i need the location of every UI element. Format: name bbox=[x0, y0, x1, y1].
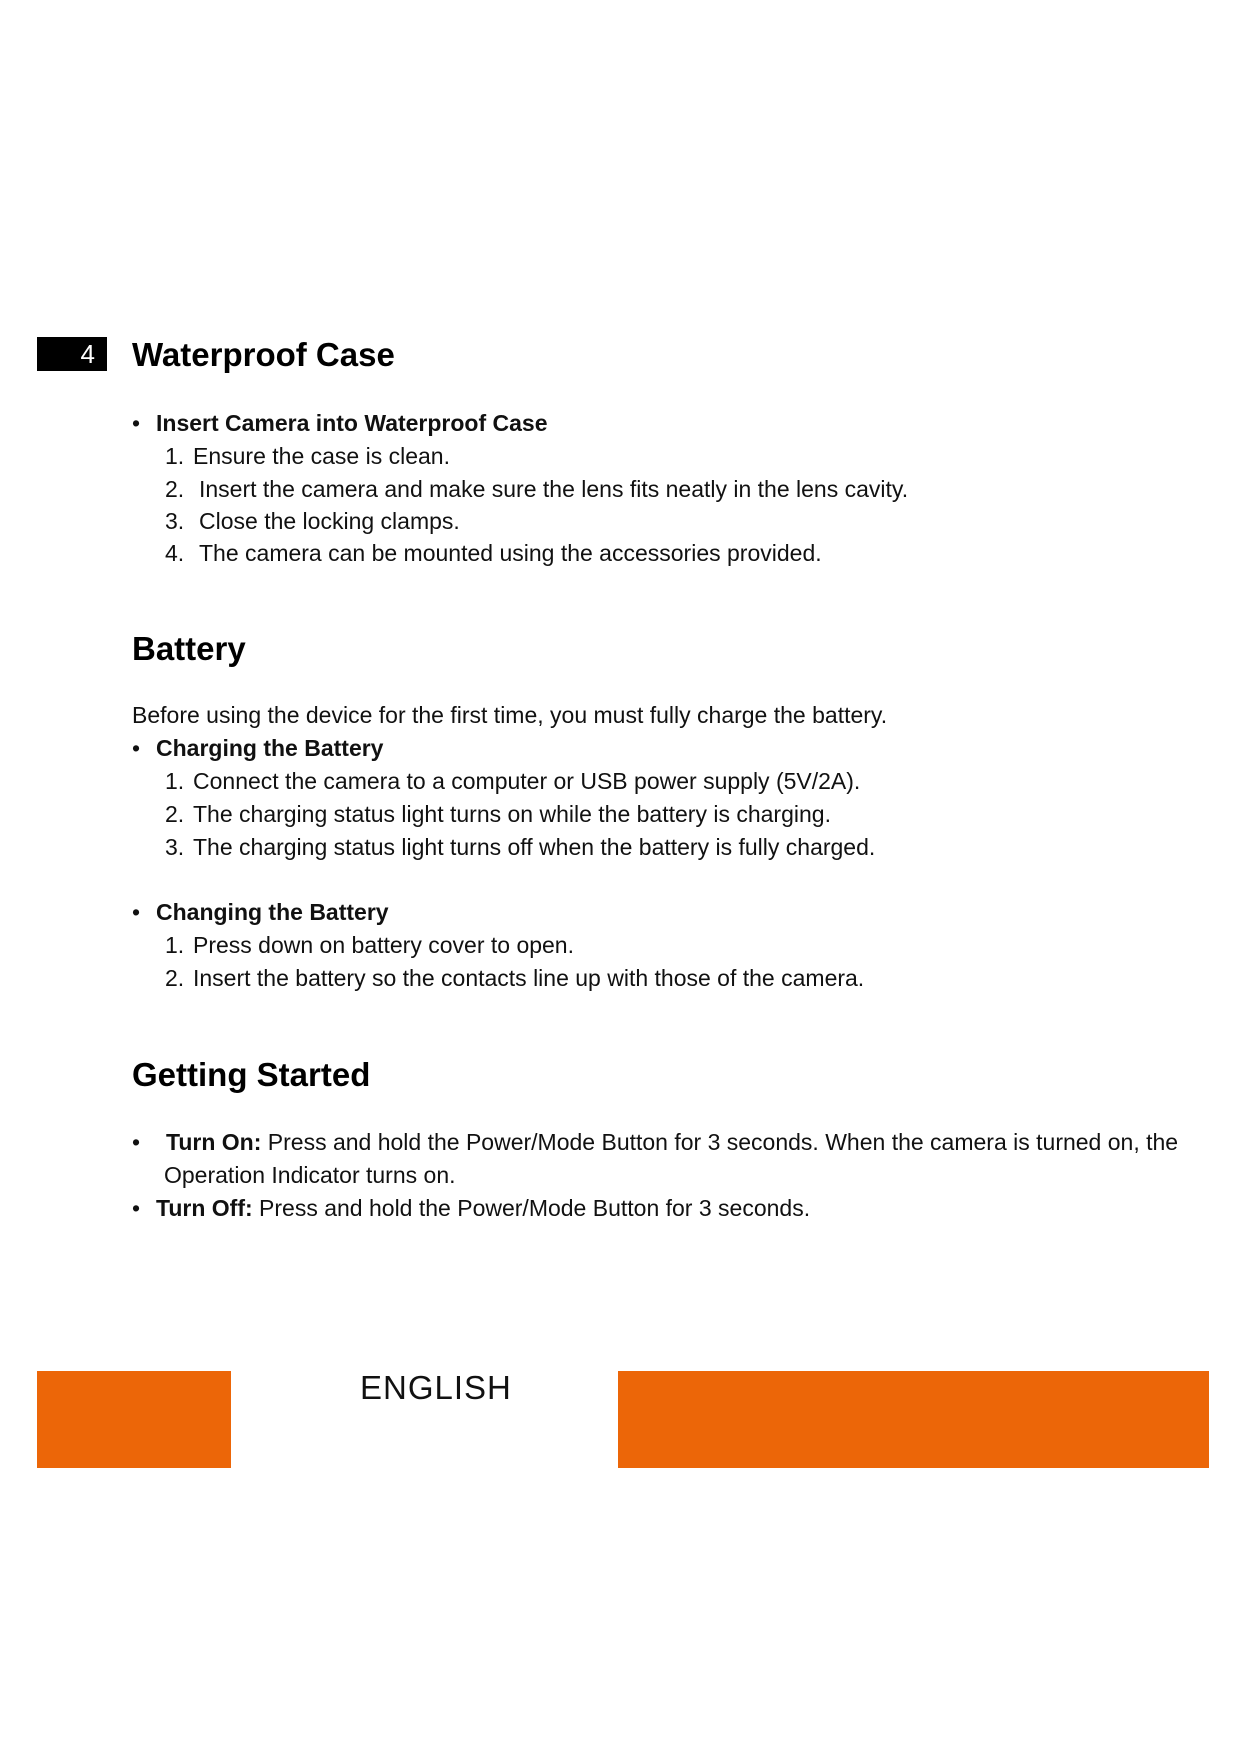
list-item: Press down on battery cover to open. bbox=[193, 932, 574, 958]
turn-on-label: Turn On: bbox=[166, 1129, 262, 1155]
bullet-icon: • bbox=[132, 1129, 141, 1155]
bullet-changing-battery: Changing the Battery bbox=[156, 899, 389, 925]
bullet-icon: • bbox=[132, 1195, 141, 1221]
step-number: 1. bbox=[165, 443, 185, 469]
turn-on-line bbox=[166, 1127, 1178, 1157]
footer-accent-bar-left bbox=[37, 1371, 231, 1468]
turn-on-text: Press and hold the Power/Mode Button for 3 seconds. When the camera is turned on, the bbox=[267, 1129, 1179, 1155]
list-item: The charging status light turns off when the battery is fully charged. bbox=[193, 834, 876, 860]
turn-off-line bbox=[156, 1193, 810, 1223]
list-item: Close the locking clamps. bbox=[199, 508, 460, 534]
list-item: The camera can be mounted using the accessories provided. bbox=[199, 540, 822, 566]
turn-on-continuation: Operation Indicator turns on. bbox=[164, 1162, 456, 1188]
turn-off-text: Press and hold the Power/Mode Button for 3 seconds. bbox=[259, 1195, 811, 1221]
footer-language-label: ENGLISH bbox=[360, 1369, 512, 1406]
turn-off-label: Turn Off: bbox=[156, 1195, 253, 1221]
list-item: Ensure the case is clean. bbox=[193, 443, 450, 469]
step-number: 2. bbox=[165, 476, 185, 502]
step-number: 3. bbox=[165, 508, 185, 534]
heading-battery: Battery bbox=[132, 630, 246, 667]
heading-waterproof-case: Waterproof Case bbox=[132, 336, 395, 373]
step-number: 2. bbox=[165, 965, 185, 991]
bullet-icon: • bbox=[132, 899, 141, 925]
bullet-charging-battery: Charging the Battery bbox=[156, 735, 384, 761]
list-item: Connect the camera to a computer or USB power supply (5V/2A). bbox=[193, 768, 861, 794]
bullet-icon: • bbox=[132, 735, 141, 761]
list-item: Insert the battery so the contacts line up with those of the camera. bbox=[193, 965, 865, 991]
page-number-tab: 4 bbox=[37, 337, 107, 371]
step-number: 1. bbox=[165, 932, 185, 958]
step-number: 4. bbox=[165, 540, 185, 566]
step-number: 3. bbox=[165, 834, 185, 860]
bullet-insert-camera: Insert Camera into Waterproof Case bbox=[156, 410, 548, 436]
list-item: Insert the camera and make sure the lens fits neatly in the lens cavity. bbox=[199, 476, 909, 502]
battery-intro: Before using the device for the first time, you must fully charge the battery. bbox=[132, 702, 888, 728]
bullet-icon: • bbox=[132, 410, 141, 436]
step-number: 1. bbox=[165, 768, 185, 794]
heading-getting-started: Getting Started bbox=[132, 1056, 371, 1093]
list-item: The charging status light turns on while the battery is charging. bbox=[193, 801, 831, 827]
step-number: 2. bbox=[165, 801, 185, 827]
footer-accent-bar-right bbox=[618, 1371, 1209, 1468]
